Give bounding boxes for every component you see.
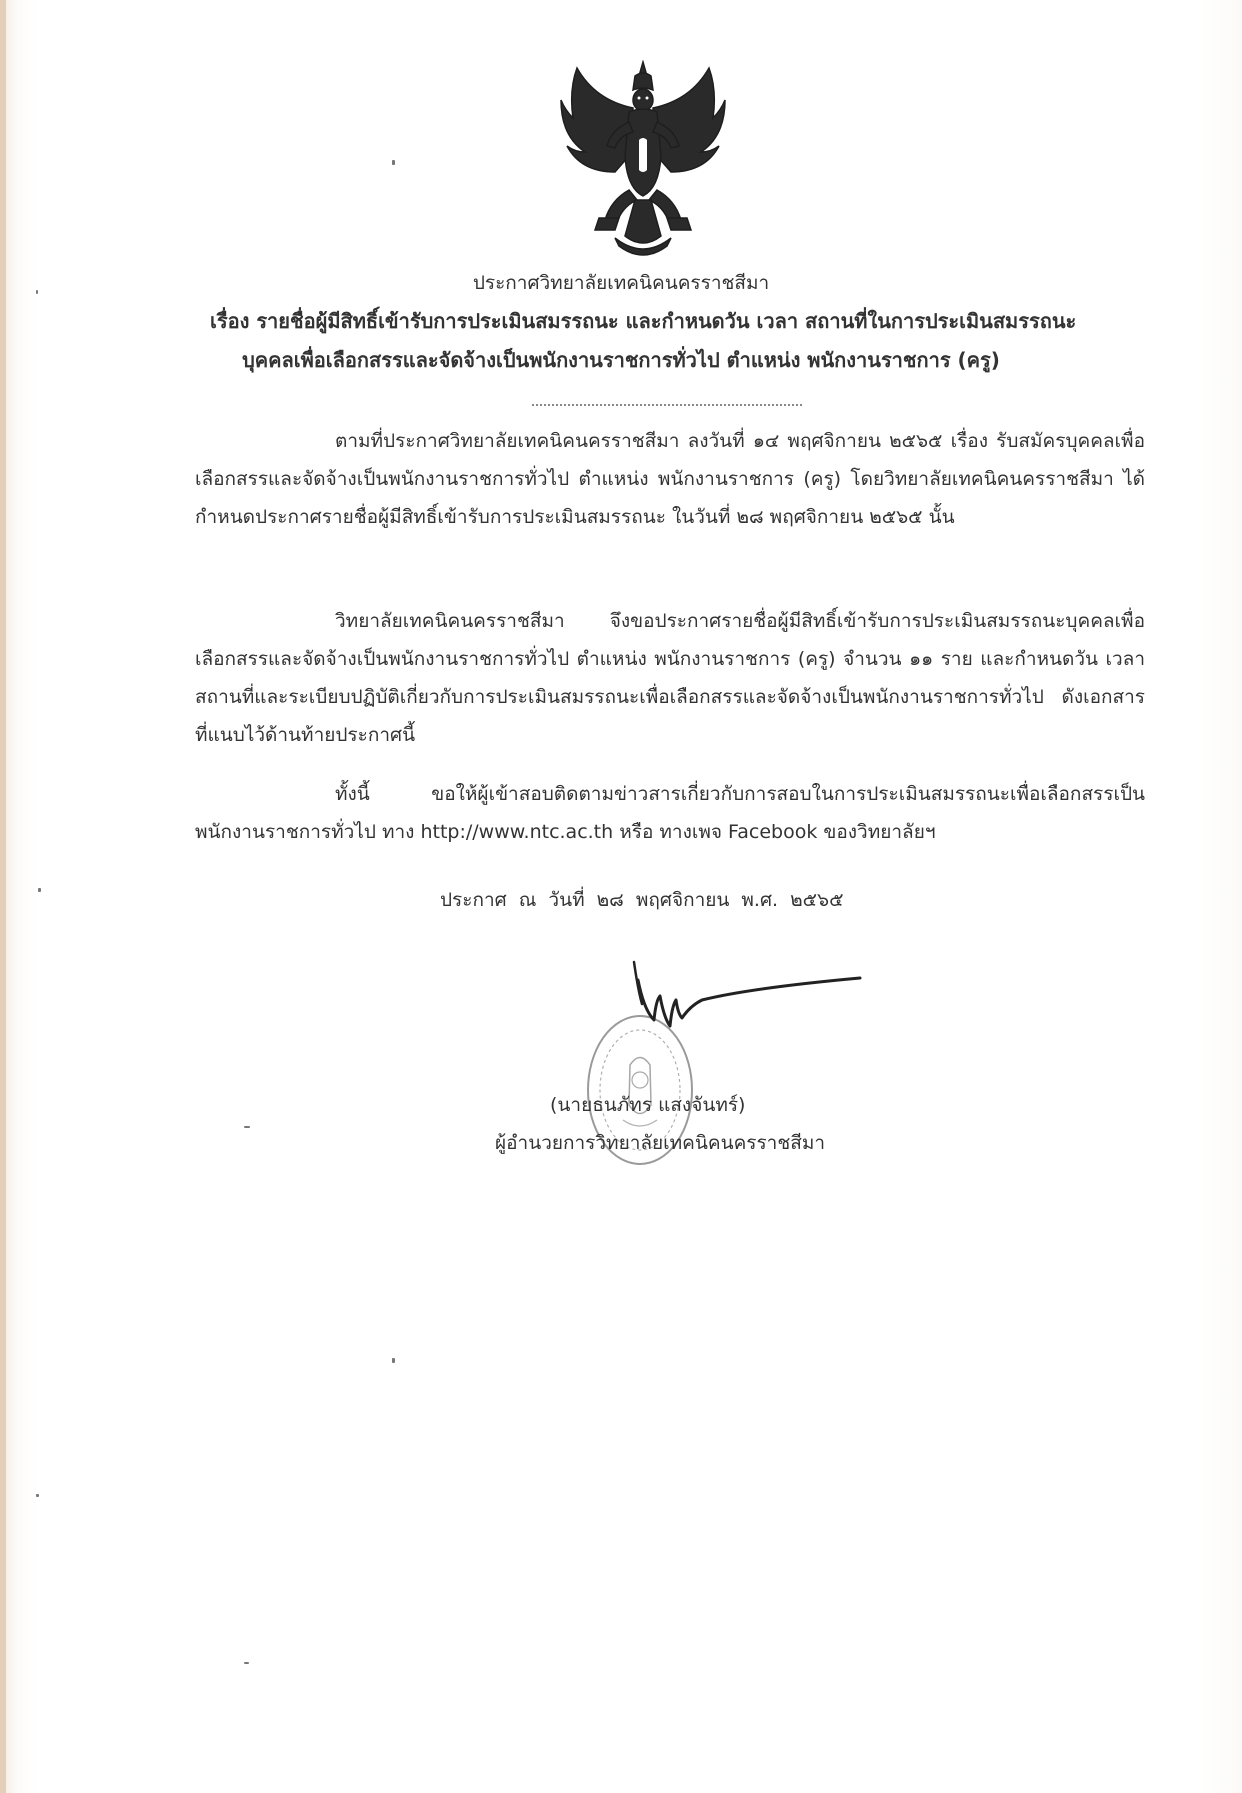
scan-speck <box>244 1126 250 1128</box>
signature-icon <box>630 960 870 1050</box>
scan-speck <box>392 160 395 165</box>
signer-title: ผู้อำนวยการวิทยาลัยเทคนิคนครราชสีมา <box>495 1132 826 1154</box>
scan-speck <box>36 290 38 294</box>
paragraph-2: วิทยาลัยเทคนิคนครราชสีมา จึงขอประกาศรายชื่อผู้มีสิทธิ์เข้ารับการประเมินสมรรถนะบุคคลเพื่อเลือกสรรและจัดจ้างเป็นพนักงานราชการทั่วไป ตำแหน่ง พนักงานราชการ (ครู) จำนวน ๑๑ ราย และกำหนดวัน เวลา สถานที่และระเบียบปฏิบัติเกี่ยวกับการประเมินสมรรถนะเพื่อเลือกสรรและจัดจ้างเป็นพนักงานราชการทั่วไป ดังเอกสารที่แนบไว้ด้านท้ายประกาศนี้ <box>195 610 1145 746</box>
paragraph-1: ตามที่ประกาศวิทยาลัยเทคนิคนครราชสีมา ลงวันที่ ๑๔ พฤศจิกายน ๒๕๖๕ เรื่อง รับสมัครบุคคลเพื่อเลือกสรรและจัดจ้างเป็นพนักงานราชการทั่วไป ตำแหน่ง พนักงานราชการ (ครู) โดยวิทยาลัยเทคนิคนครราชสีมา ได้กำหนดประกาศรายชื่อผู้มีสิทธิ์เข้ารับการประเมินสมรรถนะ ในวันที่ ๒๘ พฤศจิกายน ๒๕๖๕ นั้น <box>195 430 1145 528</box>
subject-line-2: บุคคลเพื่อเลือกสรรและจัดจ้างเป็นพนักงานราชการทั่วไป ตำแหน่ง พนักงานราชการ (ครู) <box>242 348 1000 372</box>
scan-speck <box>392 1358 395 1363</box>
subject-line-1: เรื่อง รายชื่อผู้มีสิทธิ์เข้ารับการประเมินสมรรถนะ และกำหนดวัน เวลา สถานที่ในการประเมินสมรรถนะ <box>210 309 1077 333</box>
scan-speck <box>38 888 41 892</box>
paragraph-3: ทั้งนี้ ขอให้ผู้เข้าสอบติดตามข่าวสารเกี่ยวกับการสอบในการประเมินสมรรถนะเพื่อเลือกสรรเป็นพนักงานราชการทั่วไป ทาง http://www.ntc.ac.th หรือ ทางเพจ Facebook ของวิทยาลัยฯ <box>195 783 1145 843</box>
announcement-date: ประกาศ ณ วันที่ ๒๘ พฤศจิกายน พ.ศ. ๒๕๖๕ <box>440 889 844 911</box>
separator-rule <box>532 404 802 406</box>
scan-speck <box>36 1494 39 1497</box>
scan-speck <box>244 1662 249 1664</box>
signer-name: (นายธนภัทร แสงจันทร์) <box>550 1094 746 1116</box>
garuda-emblem-icon <box>555 60 731 260</box>
issuer-heading: ประกาศวิทยาลัยเทคนิคนครราชสีมา <box>472 272 770 294</box>
